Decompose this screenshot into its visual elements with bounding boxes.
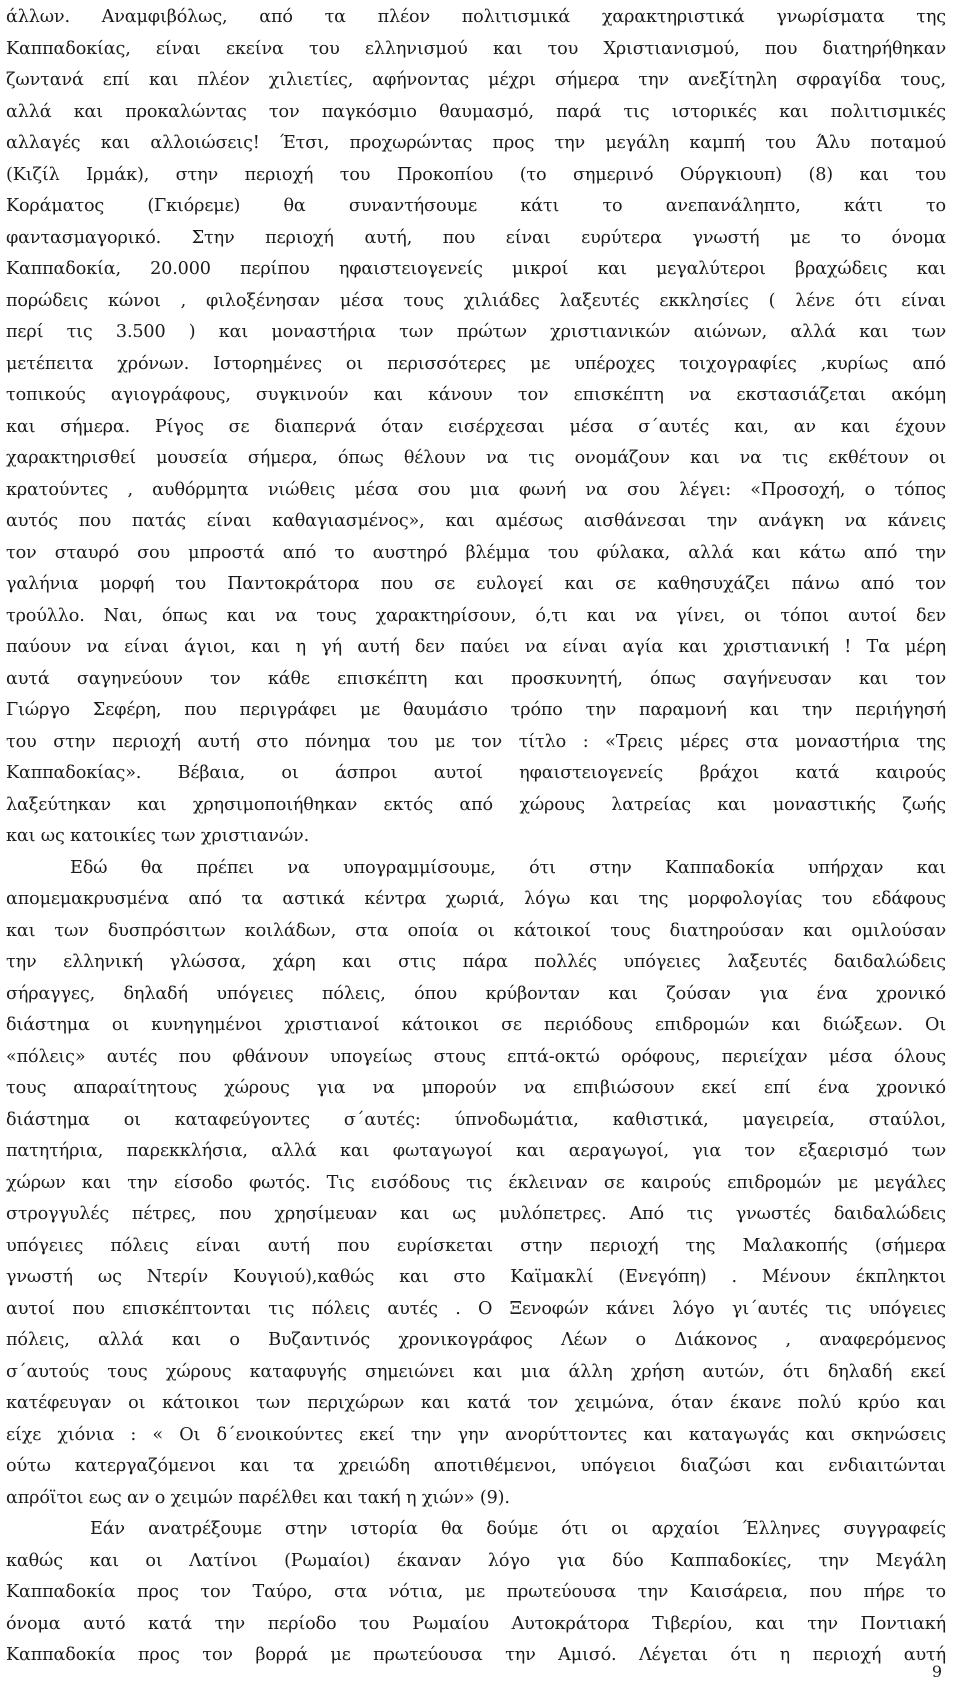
text-line: Γιώργο Σεφέρη, που περιγράφει με θαυμάσιο τρόπο την παραμονή και την περιήγησή bbox=[6, 700, 946, 720]
text-line: κρατούντες , αυθόρμητα νιώθεις μέσα σου μια φωνή να σου λέγει: «Προσοχή, ο τόπος bbox=[6, 479, 946, 500]
text-line: Καππαδοκίας, είναι εκείνα του ελληνισμού και του Χριστιανισμού, που διατηρήθηκαν bbox=[6, 38, 946, 59]
text-line: αυτός που πατάς είναι καθαγιασμένος», και αμέσως αισθάνεσαι την ανάγκη να κάνεις bbox=[6, 511, 946, 531]
text-line: τον σταυρό σου μπροστά από το αυστηρό βλέμμα του φύλακα, αλλά και κάτω από την bbox=[6, 542, 946, 563]
text-line: πορώδεις κώνοι , φιλοξένησαν μέσα τους χιλιάδες λαξευτές εκκλησίες ( λένε ότι είναι bbox=[6, 290, 946, 311]
text-line: στρογγυλές πέτρες, που χρησίμευαν και ως μυλόπετρες. Από τις γνωστές δαιδαλώδεις bbox=[6, 1204, 946, 1224]
text-line: Καππαδοκία προς τον βορρά με πρωτεύουσα την Αμισό. Λέγεται ότι η περιοχή αυτή bbox=[6, 1645, 946, 1665]
text-line: και σήμερα. Ρίγος σε διαπερνά όταν εισέρχεσαι μέσα σ΄αυτές και, αν και έχουν bbox=[6, 416, 946, 437]
text-line: αυτά σαγηνεύουν τον κάθε επισκέπτη και προσκυνητή, όπως σαγήνευσαν και τον bbox=[6, 668, 946, 689]
text-line: την ελληνική γλώσσα, χάρη και στις πάρα πολλές υπόγειες λαξευτές δαιδαλώδεις bbox=[6, 952, 946, 972]
text-line: χώρων και την είσοδο φωτός. Τις εισόδους τις έκλειναν σε καιρούς επιδρομών με μεγάλες bbox=[6, 1172, 946, 1193]
text-line: ζωντανά επί και πλέον χιλιετίες, αφήνοντας μέχρι σήμερα την ανεξίτηλη σφραγίδα τους, bbox=[6, 70, 946, 90]
text-line: διάστημα οι κυνηγημένοι χριστιανοί κάτοικοι σε περιόδους επιδρομών και διώξεων. Οι bbox=[6, 1015, 946, 1035]
text-line: χαρακτηρισθεί μουσεία σήμερα, όπως θέλουν να τις ονομάζουν και να τις εκθέτουν οι bbox=[6, 448, 946, 468]
text-line: άλλων. Αναμφιβόλως, από τα πλέον πολιτισμικά χαρακτηριστικά γνωρίσματα της bbox=[6, 7, 946, 27]
text-line: τοπικούς αγιογράφους, συγκινούν και κάνουν τον επισκέπτη να εκστασιάζεται ακόμη bbox=[6, 385, 946, 405]
text-line: πόλεις, αλλά και ο Βυζαντινός χρονικογράφος Λέων ο Διάκονος , αναφερόμενος bbox=[6, 1330, 946, 1350]
text-line: υπόγειες πόλεις είναι αυτή που ευρίσκεται στην περιοχή της Μαλακοπής (σήμερα bbox=[6, 1235, 946, 1256]
text-line: ούτω κατεργαζόμενοι και τα χρειώδη αποτιθέμενοι, υπόγειοι διαζώσι και ενδιαιτώνται bbox=[6, 1456, 946, 1476]
text-line: διάστημα οι καταφεύγοντες σ΄αυτές: ύπνοδωμάτια, καθιστικά, μαγειρεία, σταύλοι, bbox=[6, 1109, 946, 1130]
text-line: καθώς και οι Λατίνοι (Ρωμαίοι) έκαναν λόγο για δύο Καππαδοκίες, την Μεγάλη bbox=[6, 1550, 946, 1571]
text-line: του στην περιοχή αυτή στο πόνημα του με τον τίτλο : «Τρεις μέρες στα μοναστήρια της bbox=[6, 731, 946, 752]
text-line: Εάν ανατρέξουμε στην ιστορία θα δούμε ότι οι αρχαίοι Έλληνες συγγραφείς bbox=[90, 1519, 946, 1539]
text-line: αλλαγές και αλλοιώσεις! Έτσι, προχωρώντας προς την μεγάλη καμπή του Άλυ ποταμού bbox=[6, 133, 946, 153]
text-line: πατητήρια, παρεκκλήσια, αλλά και φωταγωγοί και αεραγωγοί, για τον εξαερισμό των bbox=[6, 1141, 946, 1161]
text-line: μετέπειτα χρόνων. Ιστορημένες οι περισσότερες με υπέροχες τοιχογραφίες ,κυρίως από bbox=[6, 353, 946, 374]
text-line: σήραγγες, δηλαδή υπόγειες πόλεις, όπου κρύβονταν και ζούσαν για ένα χρονικό bbox=[6, 983, 946, 1004]
text-line: απρόϊτοι εως αν ο χειμών παρέλθει και τακή η χιών» (9). bbox=[6, 1487, 510, 1508]
text-line: σ΄αυτούς τους χώρους καταφυγής σημειώνει και μια άλλη χρήση αυτών, ότι δηλαδή εκεί bbox=[6, 1361, 946, 1382]
text-line: περί τις 3.500 ) και μοναστήρια των πρώτων χριστιανικών αιώνων, αλλά και των bbox=[6, 322, 946, 342]
text-line: Καππαδοκία προς τον Ταύρο, στα νότια, με πρωτεύουσα την Καισάρεια, που πήρε το bbox=[6, 1582, 946, 1602]
text-line: και ως κατοικίες των χριστιανών. bbox=[6, 826, 310, 846]
text-line: και των δυσπρόσιτων κοιλάδων, στα οποία οι κάτοικοί τους διατηρούσαν και ομιλούσαν bbox=[6, 920, 946, 941]
text-line: αλλά και προκαλώντας τον παγκόσμιο θαυμασμό, παρά τις ιστορικές και πολιτισμικές bbox=[6, 101, 946, 122]
text-line: τους απαραίτητους χώρους για να μπορούν να επιβιώσουν εκεί επί ένα χρονικό bbox=[6, 1078, 946, 1098]
text-line: Καππαδοκίας». Βέβαια, οι άσπροι αυτοί ηφαιστειογενείς βράχοι κατά καιρούς bbox=[6, 763, 946, 783]
text-line: Εδώ θα πρέπει να υπογραμμίσουμε, ότι στην Καππαδοκία υπήρχαν και bbox=[70, 857, 946, 878]
text-line: γαλήνια μορφή του Παντοκράτορα που σε ευλογεί και σε καθησυχάζει πάνω από τον bbox=[6, 574, 946, 594]
text-line: λαξεύτηκαν και χρησιμοποιήθηκαν εκτός από χώρους λατρείας και μοναστικής ζωής bbox=[6, 794, 946, 815]
text-line: αυτοί που επισκέπτονται τις πόλεις αυτές . Ο Ξενοφών κάνει λόγο γι΄αυτές τις υπόγειες bbox=[6, 1298, 946, 1319]
text-line: γνωστή ως Ντερίν Κουγιού),καθώς και στο Καϊμακλί (Ενεγόπη) . Μένουν έκπληκτοι bbox=[6, 1267, 946, 1287]
text-line: τρούλλο. Ναι, όπως και να τους χαρακτηρίσουν, ό,τι και να γίνει, οι τόποι αυτοί δεν bbox=[6, 605, 946, 626]
text-line: «πόλεις» αυτές που φθάνουν υπογείως στους επτά-οκτώ ορόφους, περιείχαν μέσα όλους bbox=[6, 1046, 946, 1067]
text-line: φαντασμαγορικό. Στην περιοχή αυτή, που είναι ευρύτερα γνωστή με το όνομα bbox=[6, 227, 946, 248]
text-line: είχε χιόνια : « Οι δ΄ενοικούντες εκεί την γην ανορύττοντες και καταγωγάς και σκηνώσεις bbox=[6, 1424, 946, 1445]
text-line: παύουν να είναι άγιοι, και η γή αυτή δεν παύει να είναι αγία και χριστιανική ! Τα μέρη bbox=[6, 637, 946, 657]
text-line: (Κιζίλ Ιρμάκ), στην περιοχή του Προκοπίου (το σημερινό Ούργκιουπ) (8) και του bbox=[6, 164, 946, 185]
text-line: Καππαδοκία, 20.000 περίπου ηφαιστειογενείς μικροί και μεγαλύτεροι βραχώδεις και bbox=[6, 259, 946, 279]
text-line: απομεμακρυσμένα από τα αστικά κέντρα χωριά, λόγω και της μορφολογίας του εδάφους bbox=[6, 889, 946, 909]
body-text bbox=[6, 2, 946, 1672]
text-line: κατέφευγαν οι κάτοικοι των περιχώρων και κατά τον χειμώνα, όταν έκανε πολύ κρύο και bbox=[6, 1393, 946, 1413]
text-line: όνομα αυτό κατά την περίοδο του Ρωμαίου Αυτοκράτορα Τιβερίου, και την Ποντιακή bbox=[6, 1613, 946, 1634]
text-line: Κοράματος (Γκιόρεμε) θα συναντήσουμε κάτι το ανεπανάληπτο, κάτι το bbox=[6, 196, 946, 216]
page-number: 9 bbox=[931, 1662, 942, 1681]
